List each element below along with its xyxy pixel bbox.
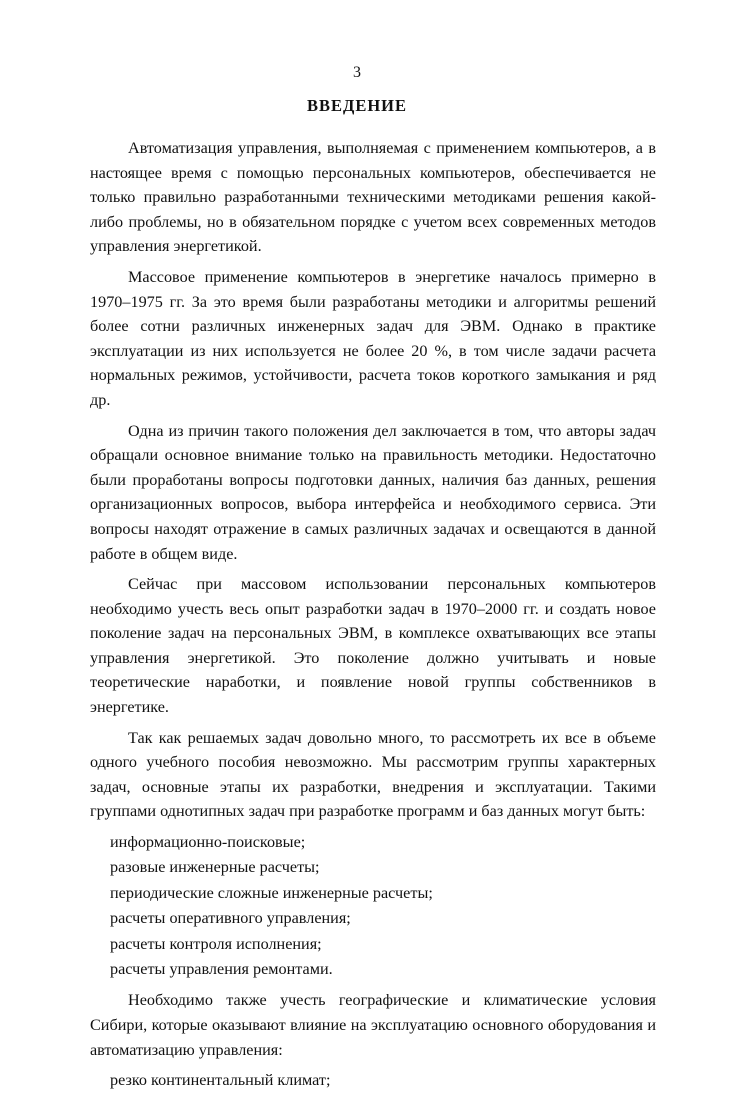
list-item: периодические сложные инженерные расчеты; — [110, 883, 433, 902]
page-title: ВВЕДЕНИЕ — [306, 96, 408, 115]
paragraph-3: Одна из причин такого положения дел заключается в том, что авторы задач обращали основное внимание только на правильность методики. Недостаточно были проработаны вопросы подготовки данных, наличия баз данных, решения организационных вопросов, выбора интерфейса и необходимого сервиса. Эти вопросы находят отражение в самых различных задачах и освещаются в данной работе в общем виде. — [90, 421, 656, 563]
paragraph-1: Автоматизация управления, выполняемая с применением компьютеров, а в настоящее время с помощью персональных компьютеров, обеспечивается не только правильно разработанными техническими методиками решения какой-либо проблемы, но в обязательном порядке с учетом всех современных методов управления энергетикой. — [90, 139, 656, 256]
conditions-list — [90, 1068, 656, 1093]
paragraph-2: Массовое применение компьютеров в энергетике началось примерно в 1970–1975 гг. За это время были разработаны методики и алгоритмы решений более сотни различных инженерных задач для ЭВМ. Однако в практике эксплуатации из них используется не более 20 %, в том числе задачи расчета нормальных режимов, устойчивости, расчета токов короткого замыкания и ряд др. — [90, 267, 656, 409]
task-groups-list — [90, 830, 656, 982]
paragraph-5: Так как решаемых задач довольно много, то рассмотреть их все в объеме одного учебного пособия невозможно. Мы рассмотрим группы характерных задач, основные этапы их разработки, внедрения и эксплуатации. Такими группами однотипных задач при разработке программ и баз данных могут быть: — [90, 728, 656, 821]
list-item: расчеты контроля исполнения; — [110, 934, 322, 953]
list-item: расчеты оперативного управления; — [110, 909, 351, 928]
paragraph-4: Сейчас при массовом использовании персональных компьютеров необходимо учесть весь опыт разработки задач в 1970–2000 гг. и создать новое поколение задач на персональных ЭВМ, в комплексе охватывающих все этапы управления энергетикой. Это поколение должно учитывать и новые теоретические наработки, и появление новой группы собственников в энергетике. — [90, 575, 656, 717]
list-item: разовые инженерные расчеты; — [110, 858, 320, 877]
list-item: информационно-поисковые; — [110, 833, 306, 852]
page-number: 3 — [353, 64, 361, 81]
paragraph-6: Необходимо также учесть географические и климатические условия Сибири, которые оказывают влияние на эксплуатацию основного оборудования и автоматизацию управления: — [90, 991, 656, 1059]
document-body — [90, 136, 656, 1100]
list-item: расчеты управления ремонтами. — [110, 960, 333, 979]
list-item: резко континентальный климат; — [110, 1071, 331, 1090]
